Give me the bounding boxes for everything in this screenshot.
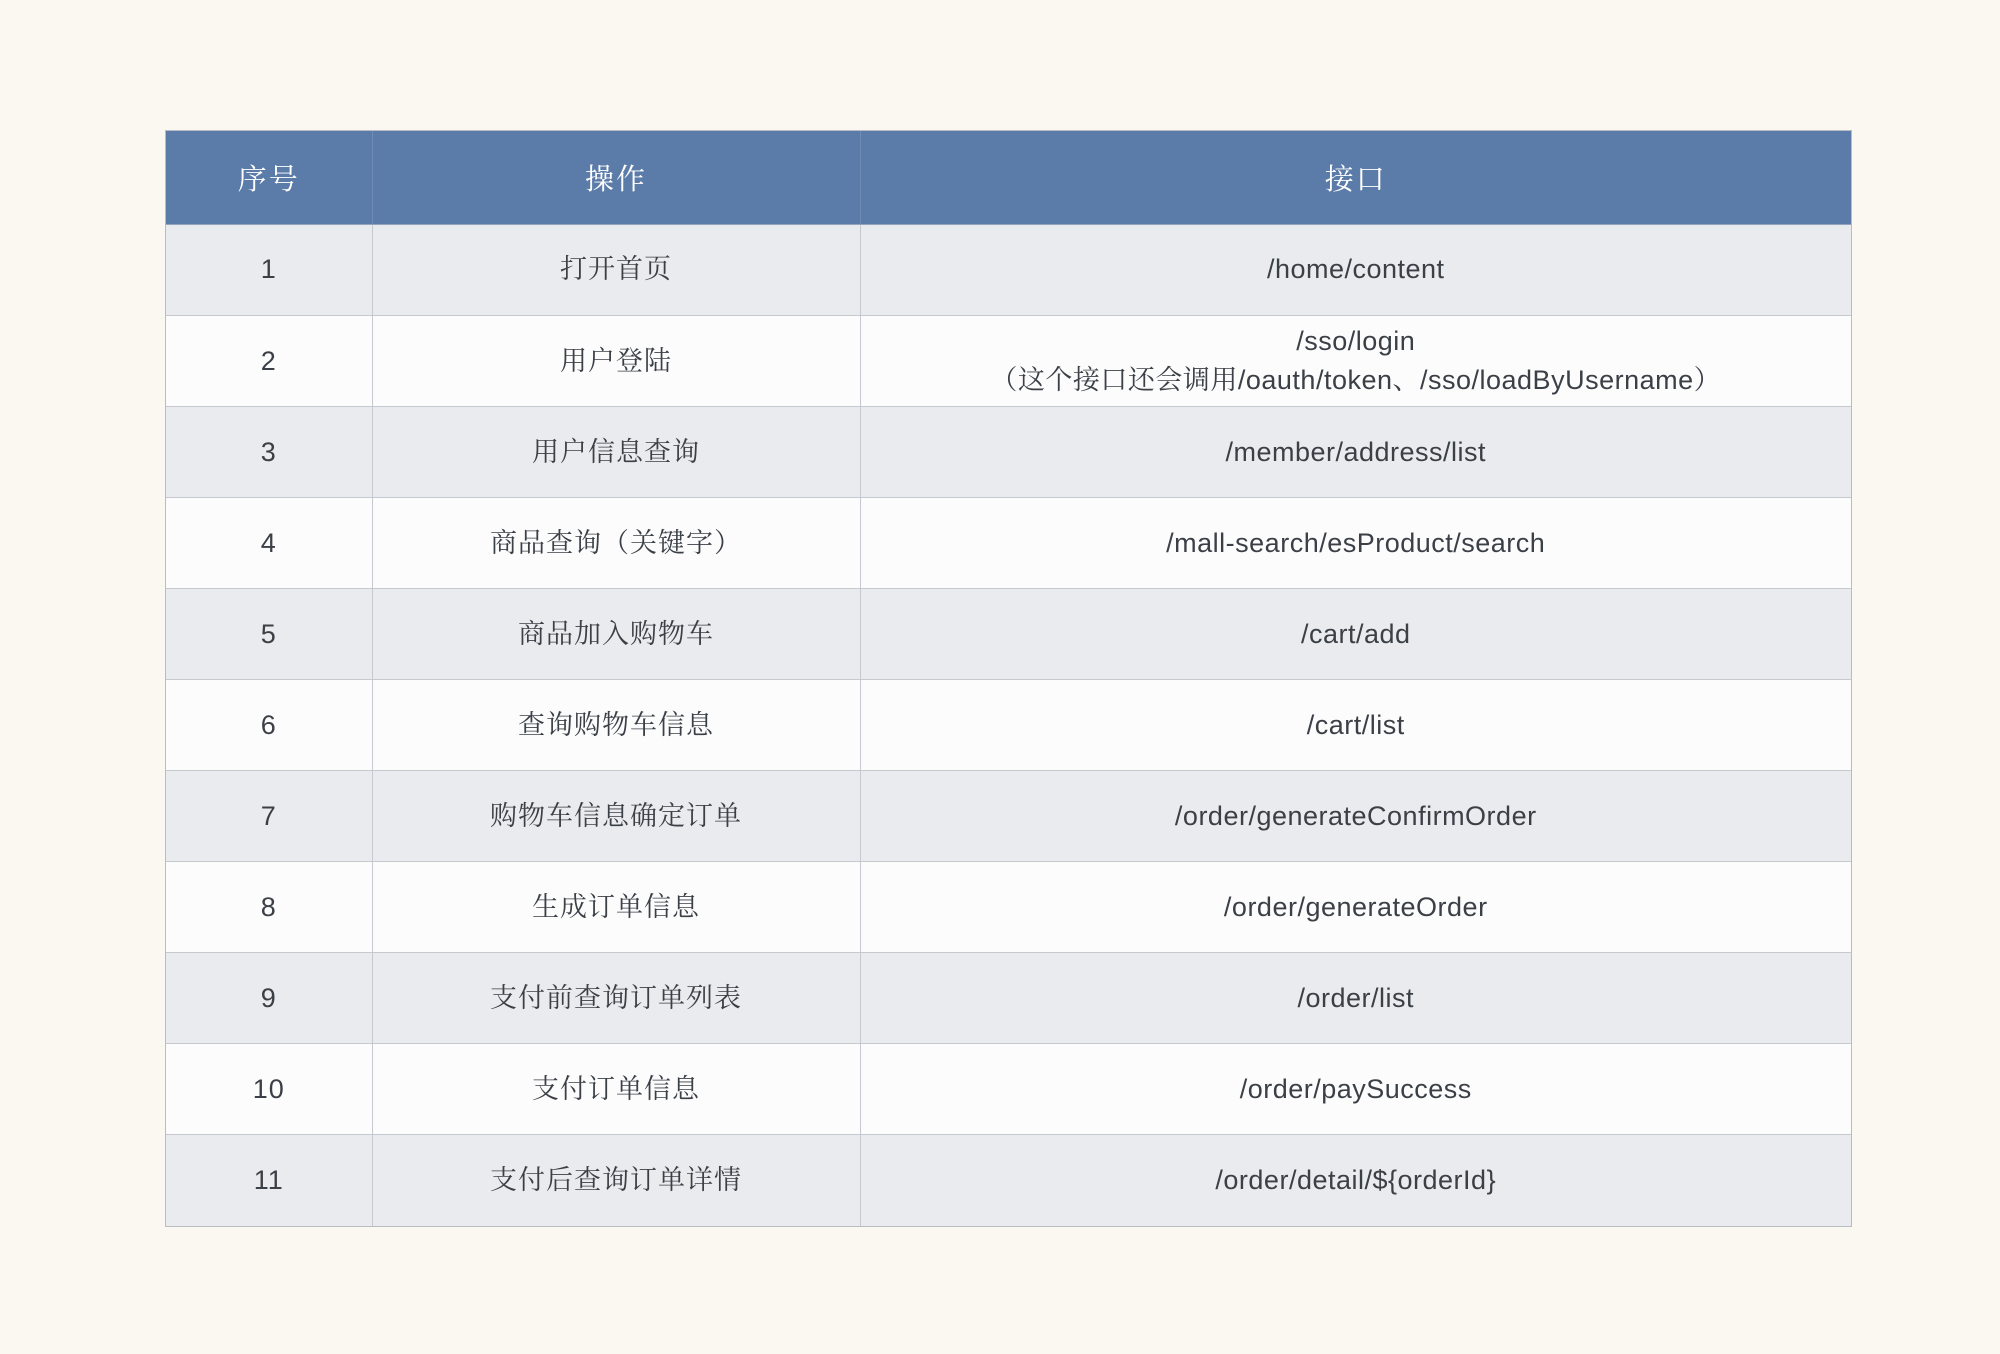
table-row: [166, 225, 1851, 316]
api-path: /sso/login: [1296, 326, 1416, 356]
cell-api: [860, 1044, 1851, 1135]
cell-index: 11: [166, 1135, 372, 1226]
cell-api: [860, 862, 1851, 953]
cell-index: 9: [166, 953, 372, 1044]
column-header-index: 序号: [166, 131, 372, 225]
cell-operation: 商品加入购物车: [372, 589, 860, 680]
api-path: /order/paySuccess: [1239, 1073, 1472, 1104]
cell-index: 1: [166, 225, 372, 316]
api-path: /member/address/list: [1225, 436, 1487, 467]
api-table: [166, 131, 1851, 1226]
api-path: /home/content: [1266, 254, 1445, 285]
cell-api: [860, 225, 1851, 316]
cell-index: 8: [166, 862, 372, 953]
table-header-row: [166, 131, 1851, 225]
table-header: [166, 131, 1851, 225]
cell-operation: 购物车信息确定订单: [372, 771, 860, 862]
api-path: /order/generateConfirmOrder: [1174, 800, 1537, 831]
table-row: [166, 498, 1851, 589]
api-path: /cart/list: [1306, 709, 1405, 740]
table-row: [166, 589, 1851, 680]
cell-operation: 商品查询（关键字）: [372, 498, 860, 589]
api-path: /mall-search/esProduct/search: [1166, 527, 1546, 558]
api-table-container: [166, 131, 1851, 1226]
cell-index: 10: [166, 1044, 372, 1135]
cell-operation: 支付后查询订单详情: [372, 1135, 860, 1226]
table-row: [166, 862, 1851, 953]
column-header-api: 接口: [860, 131, 1851, 225]
cell-index: 7: [166, 771, 372, 862]
api-path: /cart/add: [1300, 618, 1411, 649]
cell-index: 3: [166, 407, 372, 498]
cell-api: [860, 771, 1851, 862]
column-header-operation: 操作: [372, 131, 860, 225]
api-path: /order/detail/${orderId}: [1215, 1164, 1497, 1195]
table-row: [166, 771, 1851, 862]
cell-operation: 查询购物车信息: [372, 680, 860, 771]
table-row: [166, 316, 1851, 407]
cell-index: 5: [166, 589, 372, 680]
cell-operation: 打开首页: [372, 225, 860, 316]
table-row: [166, 953, 1851, 1044]
cell-index: 2: [166, 316, 372, 407]
cell-api: [860, 498, 1851, 589]
api-path: /order/generateOrder: [1223, 891, 1488, 922]
cell-operation: 用户信息查询: [372, 407, 860, 498]
cell-operation: 支付前查询订单列表: [372, 953, 860, 1044]
table-body: [166, 225, 1851, 1226]
table-row: [166, 407, 1851, 498]
cell-operation: 用户登陆: [372, 316, 860, 407]
cell-operation: 支付订单信息: [372, 1044, 860, 1135]
cell-api: [860, 953, 1851, 1044]
cell-index: 4: [166, 498, 372, 589]
cell-api: [860, 680, 1851, 771]
cell-api: [860, 407, 1851, 498]
cell-api: [860, 1135, 1851, 1226]
cell-api: [860, 316, 1851, 407]
api-path: /order/list: [1297, 982, 1415, 1013]
cell-index: 6: [166, 680, 372, 771]
api-note: （这个接口还会调用/oauth/token、/sso/loadByUsername）: [990, 365, 1722, 396]
cell-operation: 生成订单信息: [372, 862, 860, 953]
cell-api: [860, 589, 1851, 680]
table-row: [166, 1044, 1851, 1135]
table-row: [166, 680, 1851, 771]
table-row: [166, 1135, 1851, 1226]
